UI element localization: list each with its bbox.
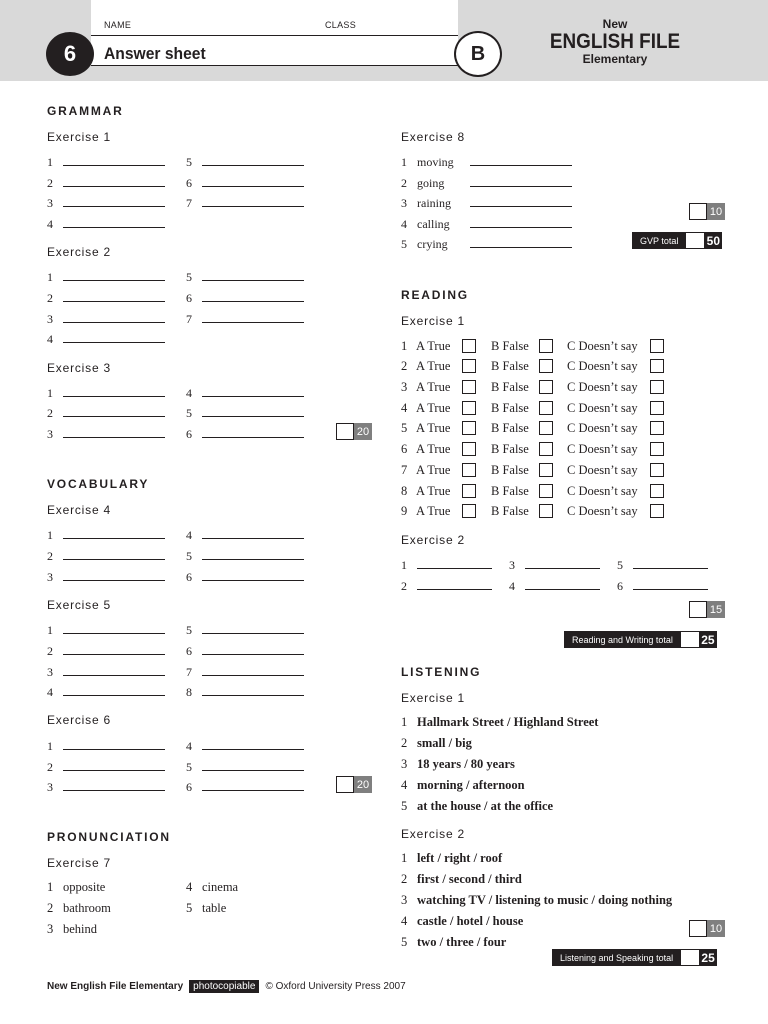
- true-checkbox[interactable]: [462, 442, 476, 456]
- class-label: CLASS: [325, 20, 357, 30]
- item-number: 3: [509, 558, 515, 572]
- item-number: 4: [47, 217, 53, 231]
- answer-line[interactable]: [202, 322, 304, 323]
- answer-blank[interactable]: [186, 739, 304, 754]
- answer-line[interactable]: [202, 749, 304, 750]
- item-word: calling: [417, 217, 450, 231]
- answer-blank[interactable]: [186, 760, 304, 775]
- doesnt-say-checkbox[interactable]: [650, 401, 664, 415]
- option-label: A True: [416, 359, 451, 373]
- answer-blank[interactable]: [47, 386, 165, 401]
- answer-line[interactable]: [63, 654, 165, 655]
- item-number: 1: [401, 558, 407, 572]
- option-label: C Doesn’t say: [567, 484, 638, 498]
- answer-blank[interactable]: [186, 312, 304, 327]
- answer-line[interactable]: [63, 559, 165, 560]
- list-item: 2 bathroom: [47, 901, 111, 915]
- score-max: 20: [354, 423, 372, 440]
- answer-blank[interactable]: [509, 558, 600, 573]
- option-label: B False: [491, 504, 529, 518]
- list-item: 3 watching TV / listening to music / doing nothing: [401, 893, 673, 907]
- true-checkbox[interactable]: [462, 504, 476, 518]
- option-label: A True: [416, 401, 451, 415]
- answer-blank[interactable]: [47, 332, 165, 347]
- item-number: 1: [47, 739, 53, 753]
- exercise-8-title: Exercise 8: [401, 130, 466, 144]
- answer-line[interactable]: [417, 568, 492, 569]
- option-label: A True: [416, 463, 451, 477]
- answer-blank[interactable]: [401, 579, 492, 594]
- item-number: 5: [617, 558, 623, 572]
- listening-exercise-1-title: Exercise 1: [401, 691, 466, 705]
- item-number: 8: [186, 685, 192, 699]
- score-max: 15: [707, 601, 725, 618]
- answer-blank[interactable]: [186, 780, 304, 795]
- option-label: C Doesn’t say: [567, 463, 638, 477]
- answer-line[interactable]: [63, 206, 165, 207]
- option-label: C Doesn’t say: [567, 421, 638, 435]
- answer-line[interactable]: [202, 559, 304, 560]
- answer-blank[interactable]: [186, 386, 304, 401]
- item-number: 2: [401, 579, 407, 593]
- answer-blank[interactable]: [47, 665, 165, 680]
- answer-blank[interactable]: [47, 406, 165, 421]
- answer-blank[interactable]: [401, 176, 572, 191]
- doesnt-say-checkbox[interactable]: [650, 442, 664, 456]
- true-checkbox[interactable]: [462, 484, 476, 498]
- exercise-6-title: Exercise 6: [47, 713, 112, 727]
- list-item: 3 behind: [47, 922, 98, 936]
- version-badge: B: [454, 31, 502, 77]
- total-max: 25: [699, 949, 717, 966]
- item-number: 6: [186, 780, 192, 794]
- gvp-total-box: [632, 232, 722, 249]
- answer-blank[interactable]: [186, 528, 304, 543]
- item-number: 1: [47, 386, 53, 400]
- item-number: 6: [186, 176, 192, 190]
- list-item: 5 at the house / at the office: [401, 799, 554, 813]
- answer-blank[interactable]: [186, 665, 304, 680]
- reading-exercise-1-title: Exercise 1: [401, 314, 466, 328]
- true-checkbox[interactable]: [462, 380, 476, 394]
- item-number: 7: [186, 196, 192, 210]
- exercise-7-title: Exercise 7: [47, 856, 112, 870]
- answer-line[interactable]: [63, 770, 165, 771]
- score-entry-box[interactable]: [336, 776, 354, 793]
- option-label: C Doesn’t say: [567, 401, 638, 415]
- answer-line[interactable]: [525, 568, 600, 569]
- item-number: 1: [47, 270, 53, 284]
- item-number: 4: [186, 739, 192, 753]
- answer-line[interactable]: [63, 301, 165, 302]
- list-item: 5 table: [186, 901, 227, 915]
- answer-blank[interactable]: [186, 291, 304, 306]
- false-checkbox[interactable]: [539, 421, 553, 435]
- item-number: 1: [47, 155, 53, 169]
- list-item: 3 18 years / 80 years: [401, 757, 515, 771]
- item-number: 7: [186, 665, 192, 679]
- answer-blank[interactable]: [186, 685, 304, 700]
- false-checkbox[interactable]: [539, 339, 553, 353]
- reading-heading: READING: [401, 288, 469, 302]
- answer-blank[interactable]: [47, 270, 165, 285]
- brand-line-2: ENGLISH FILE: [549, 30, 681, 53]
- answer-line[interactable]: [63, 322, 165, 323]
- question-number: 2: [401, 359, 408, 373]
- total-entry-box[interactable]: [686, 232, 704, 249]
- answer-line[interactable]: [63, 437, 165, 438]
- true-checkbox[interactable]: [462, 421, 476, 435]
- option-label: A True: [416, 442, 451, 456]
- exercise-5-title: Exercise 5: [47, 598, 112, 612]
- answer-line[interactable]: [63, 580, 165, 581]
- list-item: 1 Hallmark Street / Highland Street: [401, 715, 599, 729]
- answer-line[interactable]: [63, 538, 165, 539]
- score-entry-box[interactable]: [689, 601, 707, 618]
- item-number: 4: [186, 386, 192, 400]
- copyright-text: © Oxford University Press 2007: [265, 981, 406, 992]
- answer-line[interactable]: [202, 675, 304, 676]
- total-label: Listening and Speaking total: [552, 949, 681, 966]
- answer-line[interactable]: [63, 790, 165, 791]
- list-item: 2 first / second / third: [401, 872, 522, 886]
- answer-blank[interactable]: [186, 427, 304, 442]
- list-item: 1 opposite: [47, 880, 106, 894]
- option-label: A True: [416, 484, 451, 498]
- answer-line[interactable]: [63, 396, 165, 397]
- listening-score-box: [689, 920, 725, 937]
- answer-line[interactable]: [63, 165, 165, 166]
- question-number: 6: [401, 442, 408, 456]
- option-label: B False: [491, 359, 529, 373]
- true-checkbox[interactable]: [462, 401, 476, 415]
- item-number: 6: [186, 427, 192, 441]
- list-item: 4 castle / hotel / house: [401, 914, 524, 928]
- item-word: moving: [417, 155, 454, 169]
- vocabulary-score-box: [336, 776, 372, 793]
- answer-blank[interactable]: [186, 549, 304, 564]
- answer-line[interactable]: [470, 186, 572, 187]
- answer-blank[interactable]: [47, 549, 165, 564]
- answer-blank[interactable]: [401, 196, 572, 211]
- score-entry-box[interactable]: [336, 423, 354, 440]
- item-word: going: [417, 176, 445, 190]
- answer-blank[interactable]: [47, 528, 165, 543]
- name-line: [91, 35, 458, 36]
- item-number: 5: [186, 623, 192, 637]
- answer-blank[interactable]: [186, 176, 304, 191]
- item-number: 3: [47, 427, 53, 441]
- answer-blank[interactable]: [47, 427, 165, 442]
- answer-blank[interactable]: [186, 623, 304, 638]
- item-number: 2: [47, 176, 53, 190]
- photocopiable-badge: photocopiable: [189, 980, 259, 993]
- answer-blank[interactable]: [186, 644, 304, 659]
- true-checkbox[interactable]: [462, 463, 476, 477]
- item-number: 4: [47, 685, 53, 699]
- item-number: 2: [47, 406, 53, 420]
- exercise-2-title: Exercise 2: [47, 245, 112, 259]
- answer-line[interactable]: [202, 206, 304, 207]
- answer-blank[interactable]: [401, 237, 572, 252]
- question-number: 7: [401, 463, 408, 477]
- item-number: 5: [186, 549, 192, 563]
- question-number: 9: [401, 504, 408, 518]
- answer-blank[interactable]: [47, 644, 165, 659]
- doesnt-say-checkbox[interactable]: [650, 359, 664, 373]
- item-number: 3: [401, 196, 407, 210]
- doesnt-say-checkbox[interactable]: [650, 504, 664, 518]
- doesnt-say-checkbox[interactable]: [650, 339, 664, 353]
- answer-blank[interactable]: [186, 406, 304, 421]
- reading-writing-total-box: [564, 631, 717, 648]
- question-number: 3: [401, 380, 408, 394]
- doesnt-say-checkbox[interactable]: [650, 463, 664, 477]
- answer-line[interactable]: [202, 770, 304, 771]
- total-label: GVP total: [632, 232, 686, 249]
- title-underline: [91, 65, 458, 66]
- answer-line[interactable]: [202, 538, 304, 539]
- false-checkbox[interactable]: [539, 380, 553, 394]
- answer-line[interactable]: [202, 580, 304, 581]
- footer: [47, 980, 406, 993]
- answer-line[interactable]: [202, 437, 304, 438]
- question-number: 8: [401, 484, 408, 498]
- item-number: 4: [47, 332, 53, 346]
- score-entry-box[interactable]: [689, 203, 707, 220]
- answer-line[interactable]: [202, 416, 304, 417]
- page-title: Answer sheet: [104, 44, 206, 63]
- doesnt-say-checkbox[interactable]: [650, 380, 664, 394]
- answer-blank[interactable]: [47, 739, 165, 754]
- item-number: 3: [47, 312, 53, 326]
- brand-logo: [520, 18, 710, 65]
- item-number: 5: [186, 155, 192, 169]
- option-label: B False: [491, 442, 529, 456]
- answer-line[interactable]: [202, 280, 304, 281]
- score-entry-box[interactable]: [689, 920, 707, 937]
- answer-blank[interactable]: [47, 570, 165, 585]
- doesnt-say-checkbox[interactable]: [650, 484, 664, 498]
- option-label: C Doesn’t say: [567, 359, 638, 373]
- option-label: A True: [416, 339, 451, 353]
- answer-blank[interactable]: [47, 685, 165, 700]
- answer-blank[interactable]: [47, 780, 165, 795]
- grammar-heading: GRAMMAR: [47, 104, 124, 118]
- item-word: raining: [417, 196, 451, 210]
- name-label: NAME: [104, 20, 132, 30]
- false-checkbox[interactable]: [539, 359, 553, 373]
- score-max: 20: [354, 776, 372, 793]
- answer-line[interactable]: [633, 589, 708, 590]
- false-checkbox[interactable]: [539, 401, 553, 415]
- list-item: 5 two / three / four: [401, 935, 507, 949]
- item-number: 6: [617, 579, 623, 593]
- answer-line[interactable]: [470, 227, 572, 228]
- option-label: A True: [416, 504, 451, 518]
- answer-line[interactable]: [63, 280, 165, 281]
- item-number: 2: [47, 644, 53, 658]
- brand-line-1: New: [602, 17, 628, 31]
- item-number: 3: [47, 196, 53, 210]
- true-checkbox[interactable]: [462, 339, 476, 353]
- option-label: B False: [491, 463, 529, 477]
- footer-book-title: New English File Elementary: [47, 981, 184, 992]
- score-max: 10: [707, 203, 725, 220]
- item-number: 2: [47, 291, 53, 305]
- question-number: 1: [401, 339, 408, 353]
- answer-line[interactable]: [63, 749, 165, 750]
- option-label: B False: [491, 339, 529, 353]
- total-entry-box[interactable]: [681, 949, 699, 966]
- item-number: 5: [186, 270, 192, 284]
- item-number: 7: [186, 312, 192, 326]
- total-max: 50: [704, 232, 722, 249]
- vocabulary-heading: VOCABULARY: [47, 477, 150, 491]
- score-max: 10: [707, 920, 725, 937]
- question-number: 5: [401, 421, 408, 435]
- item-number: 4: [186, 528, 192, 542]
- answer-blank[interactable]: [401, 217, 572, 232]
- answer-line[interactable]: [417, 589, 492, 590]
- exercise-4-title: Exercise 4: [47, 503, 112, 517]
- reading-exercise-2-title: Exercise 2: [401, 533, 466, 547]
- item-number: 2: [401, 176, 407, 190]
- listening-heading: LISTENING: [401, 665, 482, 679]
- answer-line[interactable]: [63, 227, 165, 228]
- item-number: 6: [186, 570, 192, 584]
- brand-line-3: Elementary: [582, 52, 648, 66]
- answer-line[interactable]: [202, 301, 304, 302]
- answer-blank[interactable]: [47, 291, 165, 306]
- item-number: 3: [47, 780, 53, 794]
- false-checkbox[interactable]: [539, 463, 553, 477]
- item-number: 5: [186, 760, 192, 774]
- answer-line[interactable]: [633, 568, 708, 569]
- answer-blank[interactable]: [186, 570, 304, 585]
- item-number: 1: [47, 528, 53, 542]
- option-label: B False: [491, 380, 529, 394]
- answer-blank[interactable]: [47, 176, 165, 191]
- answer-line[interactable]: [202, 790, 304, 791]
- answer-blank[interactable]: [509, 579, 600, 594]
- option-label: C Doesn’t say: [567, 504, 638, 518]
- false-checkbox[interactable]: [539, 484, 553, 498]
- item-number: 2: [47, 760, 53, 774]
- question-number: 4: [401, 401, 408, 415]
- answer-line[interactable]: [470, 247, 572, 248]
- option-label: C Doesn’t say: [567, 380, 638, 394]
- false-checkbox[interactable]: [539, 442, 553, 456]
- answer-blank[interactable]: [617, 558, 708, 573]
- total-entry-box[interactable]: [681, 631, 699, 648]
- list-item: 1 left / right / roof: [401, 851, 503, 865]
- item-number: 5: [186, 406, 192, 420]
- answer-blank[interactable]: [47, 155, 165, 170]
- item-word: crying: [417, 237, 448, 251]
- option-label: B False: [491, 401, 529, 415]
- true-checkbox[interactable]: [462, 359, 476, 373]
- answer-line[interactable]: [202, 165, 304, 166]
- answer-blank[interactable]: [47, 196, 165, 211]
- answer-blank[interactable]: [186, 196, 304, 211]
- answer-line[interactable]: [525, 589, 600, 590]
- answer-blank[interactable]: [47, 623, 165, 638]
- item-number: 4: [509, 579, 515, 593]
- listening-exercise-2-title: Exercise 2: [401, 827, 466, 841]
- answer-blank[interactable]: [186, 270, 304, 285]
- reading-score-box: [689, 601, 725, 618]
- item-number: 5: [401, 237, 407, 251]
- doesnt-say-checkbox[interactable]: [650, 421, 664, 435]
- answer-line[interactable]: [63, 186, 165, 187]
- item-number: 3: [47, 570, 53, 584]
- answer-line[interactable]: [470, 206, 572, 207]
- list-item: 4 morning / afternoon: [401, 778, 525, 792]
- answer-line[interactable]: [63, 416, 165, 417]
- unit-number-badge: 6: [46, 32, 94, 76]
- list-item: 2 small / big: [401, 736, 472, 750]
- option-label: A True: [416, 380, 451, 394]
- answer-line[interactable]: [63, 695, 165, 696]
- item-number: 4: [401, 217, 407, 231]
- pronunciation-heading: PRONUNCIATION: [47, 830, 171, 844]
- answer-line[interactable]: [63, 675, 165, 676]
- answer-blank[interactable]: [401, 155, 572, 170]
- exercise-8-score-box: [689, 203, 725, 220]
- item-number: 1: [47, 623, 53, 637]
- option-label: A True: [416, 421, 451, 435]
- item-number: 6: [186, 291, 192, 305]
- answer-blank[interactable]: [47, 217, 165, 232]
- option-label: B False: [491, 484, 529, 498]
- item-number: 6: [186, 644, 192, 658]
- false-checkbox[interactable]: [539, 504, 553, 518]
- exercise-3-title: Exercise 3: [47, 361, 112, 375]
- total-label: Reading and Writing total: [564, 631, 681, 648]
- option-label: C Doesn’t say: [567, 442, 638, 456]
- answer-blank[interactable]: [401, 558, 492, 573]
- answer-line[interactable]: [63, 342, 165, 343]
- option-label: C Doesn’t say: [567, 339, 638, 353]
- answer-blank[interactable]: [617, 579, 708, 594]
- answer-line[interactable]: [63, 633, 165, 634]
- exercise-1-title: Exercise 1: [47, 130, 112, 144]
- answer-blank[interactable]: [186, 155, 304, 170]
- answer-line[interactable]: [202, 695, 304, 696]
- item-number: 2: [47, 549, 53, 563]
- answer-line[interactable]: [202, 633, 304, 634]
- answer-line[interactable]: [202, 654, 304, 655]
- answer-line[interactable]: [470, 165, 572, 166]
- answer-blank[interactable]: [47, 760, 165, 775]
- listening-speaking-total-box: [552, 949, 717, 966]
- grammar-score-box: [336, 423, 372, 440]
- answer-blank[interactable]: [47, 312, 165, 327]
- item-number: 3: [47, 665, 53, 679]
- total-max: 25: [699, 631, 717, 648]
- list-item: 4 cinema: [186, 880, 239, 894]
- item-number: 1: [401, 155, 407, 169]
- answer-line[interactable]: [202, 186, 304, 187]
- answer-line[interactable]: [202, 396, 304, 397]
- option-label: B False: [491, 421, 529, 435]
